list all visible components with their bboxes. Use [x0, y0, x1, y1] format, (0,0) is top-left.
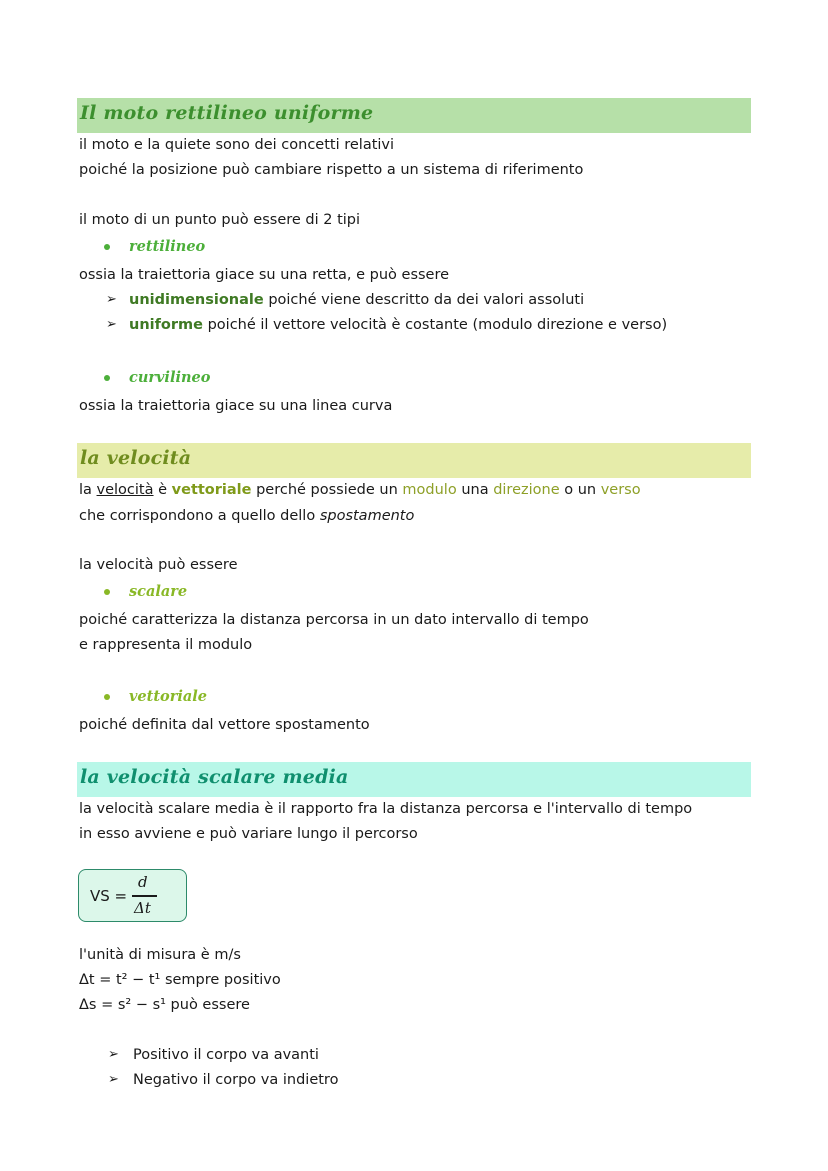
fraction-bar — [132, 895, 157, 897]
text-line: Δs = s² − s¹ può essere — [79, 997, 250, 1013]
text-span: che corrispondono a quello dello — [79, 508, 320, 524]
term: unidimensionale — [129, 292, 264, 308]
text-span: o un — [559, 482, 601, 498]
bullet-icon — [104, 694, 110, 700]
arrow-bullet-icon: ➢ — [106, 317, 117, 332]
term-desc: poiché viene descritto da dei valori assoluti — [263, 292, 585, 308]
formula-box — [78, 869, 187, 922]
list-item-unidimensionale — [129, 291, 584, 309]
bullet-icon — [104, 589, 110, 595]
text-line: poiché caratterizza la distanza percorsa in un dato intervallo di tempo — [79, 612, 589, 628]
arrow-bullet-icon: ➢ — [108, 1072, 119, 1087]
text-span: una — [456, 482, 494, 498]
bullet-label-rettilineo: rettilineo — [129, 238, 206, 255]
text-span: è — [153, 482, 172, 498]
list-item-positivo: Positivo il corpo va avanti — [133, 1047, 319, 1063]
term: uniforme — [129, 317, 203, 333]
bullet-icon — [104, 244, 110, 250]
arrow-bullet-icon: ➢ — [108, 1047, 119, 1062]
bullet-label-scalare: scalare — [129, 583, 188, 600]
text-line: poiché definita dal vettore spostamento — [79, 717, 370, 733]
section-heading-band-1 — [77, 98, 751, 133]
text-line: l'unità di misura è m/s — [79, 947, 241, 963]
bullet-label-vettoriale: vettoriale — [129, 688, 207, 705]
text-line: la velocità scalare media è il rapporto fra la distanza percorsa e l'intervallo di tempo — [79, 801, 693, 817]
text-span: perché possiede un — [251, 482, 403, 498]
section-title-velocita: la velocità — [80, 447, 192, 469]
section-heading-band-2 — [77, 443, 751, 478]
list-item-uniforme — [129, 316, 667, 334]
bullet-label-curvilineo: curvilineo — [129, 369, 211, 386]
paragraph-velocita — [79, 481, 641, 499]
highlight-term: vettoriale — [171, 482, 252, 498]
term-desc: poiché il vettore velocità è costante (modulo direzione e verso) — [202, 317, 668, 333]
text-span: la — [79, 482, 97, 498]
section-title-moto: Il moto rettilineo uniforme — [80, 102, 374, 124]
highlight-term: verso — [600, 482, 641, 498]
highlight-term: direzione — [493, 482, 560, 498]
formula-denominator: Δt — [134, 899, 151, 917]
italic-term: spostamento — [319, 508, 415, 524]
paragraph-line — [79, 507, 414, 525]
formula-lhs: VS = — [90, 887, 128, 905]
text-line: in esso avviene e può variare lungo il percorso — [79, 826, 418, 842]
text-line: ossia la traiettoria giace su una retta, e può essere — [79, 267, 450, 283]
text-line: ossia la traiettoria giace su una linea curva — [79, 398, 393, 414]
arrow-bullet-icon: ➢ — [106, 292, 117, 307]
list-item-negativo: Negativo il corpo va indietro — [133, 1072, 339, 1088]
bullet-icon — [104, 375, 110, 381]
formula-numerator: d — [138, 873, 148, 891]
text-line: Δt = t² − t¹ sempre positivo — [79, 972, 281, 988]
text-line: e rappresenta il modulo — [79, 637, 253, 653]
text-line: il moto di un punto può essere di 2 tipi — [79, 212, 361, 228]
section-title-velocita-scalare-media: la velocità scalare media — [80, 766, 349, 788]
text-line: poiché la posizione può cambiare rispetto a un sistema di riferimento — [79, 162, 584, 178]
underlined-term: velocità — [96, 482, 154, 498]
highlight-term: modulo — [402, 482, 457, 498]
text-line: la velocità può essere — [79, 557, 238, 573]
text-line: il moto e la quiete sono dei concetti relativi — [79, 137, 395, 153]
section-heading-band-3 — [77, 762, 751, 797]
